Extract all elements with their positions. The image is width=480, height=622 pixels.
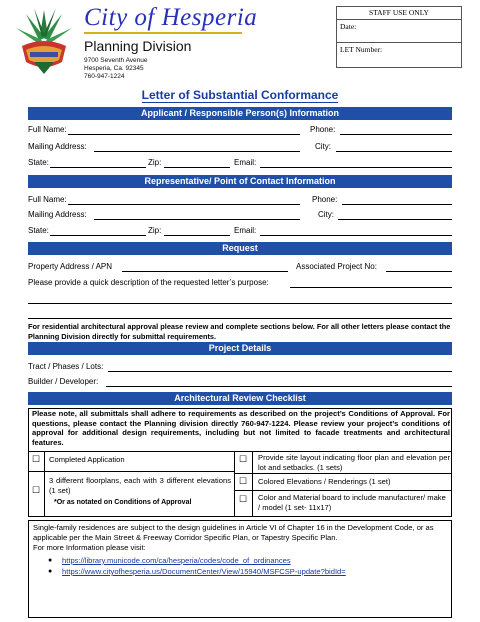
applicant-full-name-field[interactable] <box>68 134 300 135</box>
rep-full-name-field[interactable] <box>68 204 300 205</box>
property-address-label: Property Address / APN <box>28 262 113 271</box>
applicant-mailing-label: Mailing Address: <box>28 142 87 151</box>
item-floorplans: 3 different floorplans, each with 3 different elevations (1 set) <box>49 476 231 495</box>
applicant-mailing-field[interactable] <box>94 151 300 152</box>
property-address-field[interactable] <box>122 271 288 272</box>
checklist-row-divider-2-right <box>234 473 452 474</box>
representative-section-bar: Representative/ Point of Contact Information <box>28 175 452 188</box>
checklist-bar: Architectural Review Checklist <box>28 392 452 405</box>
builder-label: Builder / Developer: <box>28 377 99 386</box>
checkbox-material-board[interactable]: ☐ <box>239 494 248 504</box>
checklist-row-divider-1 <box>28 451 452 452</box>
item-material-board: Color and Material board to include manufacturer/ make / model (1 set- 11x17) <box>258 493 446 512</box>
applicant-state-label: State: <box>28 158 49 167</box>
municode-link[interactable]: https://library.municode.com/ca/hesperia/codes/code_of_ordinances <box>62 556 291 565</box>
request-section-bar: Request <box>28 242 452 255</box>
checkbox-floorplans[interactable]: ☐ <box>32 485 41 495</box>
staff-let-label: LET Number: <box>340 45 383 54</box>
bullet-1: ● <box>48 557 53 564</box>
rep-state-label: State: <box>28 226 49 235</box>
rep-mailing-label: Mailing Address: <box>28 210 87 219</box>
checklist-row-divider-2-left <box>28 471 234 472</box>
description-prompt: Please provide a quick description of the requested letter’s purpose: <box>28 278 269 287</box>
design-guidelines-body: Single-family residences are subject to the design guidelines in Article VI of Chapter 16 in the Development Code, or as applicable per the Main Street & Freeway Corridor Specific Plan, or Tapestry Specific Plan. <box>33 523 434 542</box>
rep-zip-label: Zip: <box>148 226 162 235</box>
planning-division: Planning Division <box>84 38 192 54</box>
checklist-col-divider-3 <box>252 451 253 517</box>
applicant-zip-field[interactable] <box>164 167 230 168</box>
rep-mailing-field[interactable] <box>94 219 300 220</box>
item-floorplans-subnote: *Or as notated on Conditions of Approval <box>54 499 192 506</box>
bullet-2: ● <box>48 568 53 575</box>
description-field-line-1[interactable] <box>290 287 452 288</box>
item-colored-elevations: Colored Elevations / Renderings (1 set) <box>258 477 391 486</box>
msfcsp-link[interactable]: https://www.cityofhesperia.us/DocumentCenter/View/15940/MSFCSP-update?bidId= <box>62 567 346 576</box>
tract-field[interactable] <box>108 371 452 372</box>
rep-zip-field[interactable] <box>164 235 230 236</box>
applicant-city-field[interactable] <box>336 151 452 152</box>
applicant-phone-field[interactable] <box>340 134 452 135</box>
city-name: City of Hesperia <box>84 4 258 31</box>
applicant-section-bar: Applicant / Responsible Person(s) Information <box>28 107 452 120</box>
rep-phone-label: Phone: <box>312 195 338 204</box>
document-title-text: Letter of Substantial Conformance <box>141 88 339 102</box>
gold-rule <box>84 32 242 34</box>
phone-number: 760-947-1224 <box>84 73 125 80</box>
item-site-layout: Provide site layout indicating floor plan and elevation per lot and setbacks. (1 sets) <box>258 453 450 472</box>
associated-project-label: Associated Project No: <box>296 262 377 271</box>
tract-label: Tract / Phases / Lots: <box>28 362 104 371</box>
applicant-state-field[interactable] <box>50 167 146 168</box>
associated-project-field[interactable] <box>386 271 452 272</box>
checkbox-completed-application[interactable]: ☐ <box>32 454 41 464</box>
rep-full-name-label: Full Name: <box>28 195 67 204</box>
checklist-note: Please note, all submittals shall adhere to requirements as described on the project’s Conditions of Approval. For questions, please contact the Planning division directly 760-947-1224. Please review your project’s conditions of approval for additional design requirements, including but not limited to facade treatments and architectural features. <box>32 409 450 447</box>
applicant-phone-label: Phone: <box>310 125 336 134</box>
builder-field[interactable] <box>106 386 452 387</box>
checkbox-colored-elevations[interactable]: ☐ <box>239 476 248 486</box>
rep-email-field[interactable] <box>260 235 452 236</box>
rep-state-field[interactable] <box>50 235 146 236</box>
description-field-line-3[interactable] <box>28 318 452 319</box>
checklist-row-divider-3-right <box>234 490 452 491</box>
residential-note: For residential architectural approval please review and complete sections below. For all other letters please contact the Planning Division directly for submittal requirements. <box>28 322 451 341</box>
staff-use-title: STAFF USE ONLY <box>337 7 461 20</box>
rep-email-label: Email: <box>234 226 257 235</box>
staff-date-row <box>337 20 461 43</box>
rep-phone-field[interactable] <box>342 204 452 205</box>
rep-city-label: City: <box>318 210 334 219</box>
description-field-line-2[interactable] <box>28 303 452 304</box>
applicant-zip-label: Zip: <box>148 158 162 167</box>
item-completed-application: Completed Application <box>49 455 125 464</box>
applicant-city-label: City: <box>315 142 331 151</box>
staff-use-box <box>336 6 462 68</box>
applicant-email-label: Email: <box>234 158 257 167</box>
address-line-2: Hesperia, Ca. 92345 <box>84 65 144 72</box>
more-info-label: For more Information please visit: <box>33 543 146 552</box>
applicant-email-field[interactable] <box>260 167 452 168</box>
applicant-full-name-label: Full Name: <box>28 125 67 134</box>
checklist-col-divider-2 <box>234 451 235 517</box>
design-guidelines-text <box>33 523 449 553</box>
document-title <box>0 88 480 102</box>
checkbox-site-layout[interactable]: ☐ <box>239 454 248 464</box>
checklist-col-divider-1 <box>44 451 45 517</box>
staff-let-row <box>337 43 461 66</box>
rep-city-field[interactable] <box>338 219 452 220</box>
address-line-1: 9700 Seventh Avenue <box>84 57 148 64</box>
project-details-bar: Project Details <box>28 342 452 355</box>
city-logo-emblem <box>12 6 76 76</box>
staff-date-label: Date: <box>340 22 357 31</box>
